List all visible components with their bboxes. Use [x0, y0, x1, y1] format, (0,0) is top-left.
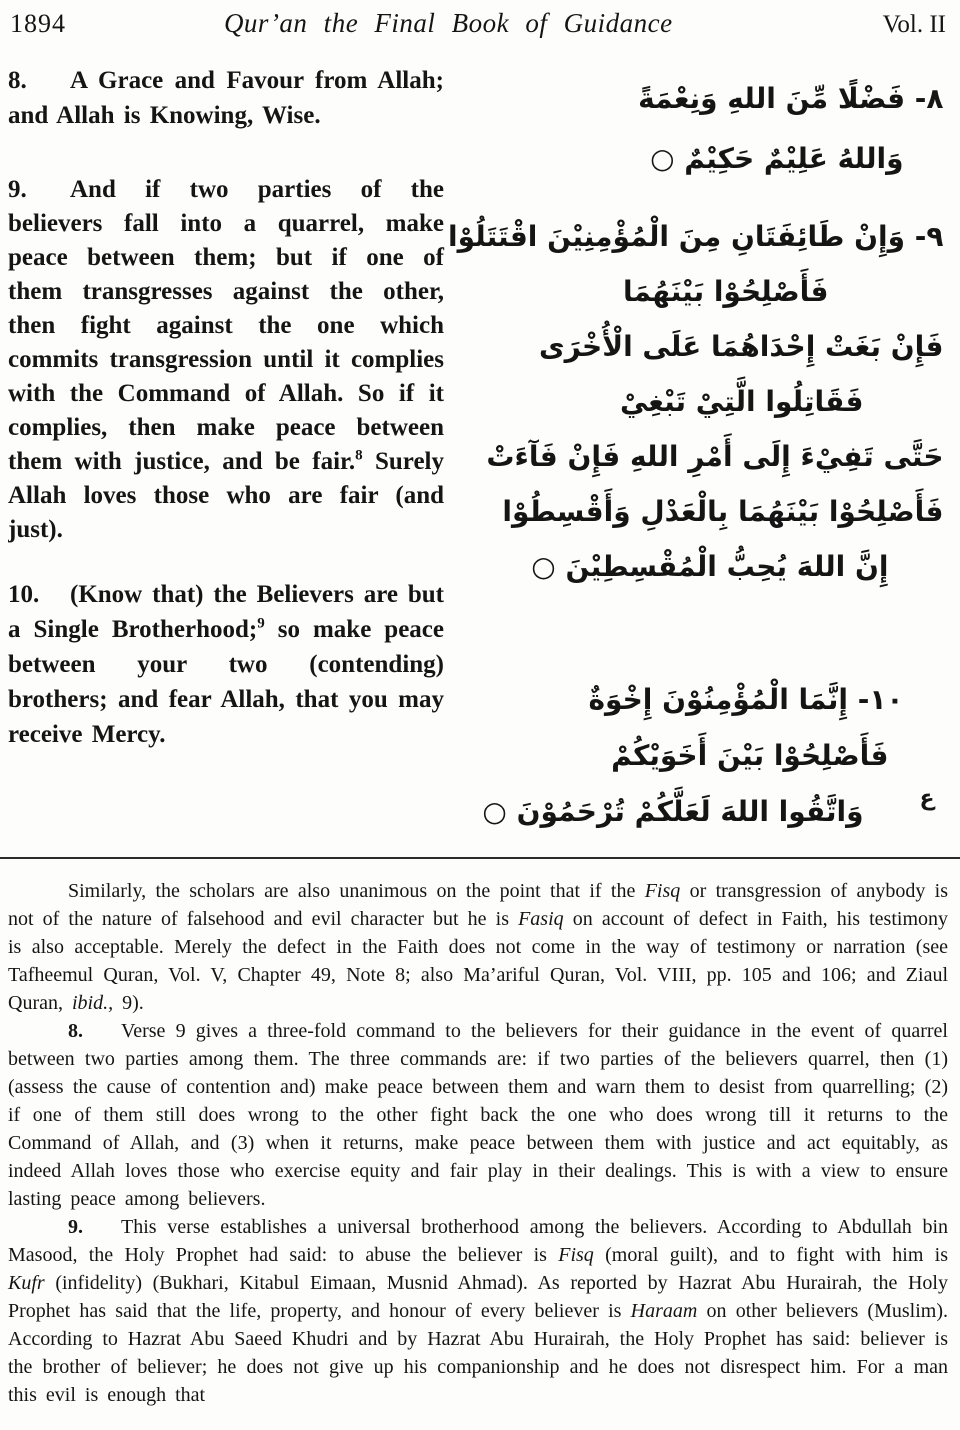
text-run: This verse establishes a universal brotherhood among the believers. According to Abdullah bin Masood, the Holy Prophet had said: to abuse the believer is	[8, 1216, 948, 1266]
arabic-line: ٩- وَإِنْ طَائِفَتَانِ مِنَ الْمُؤْمِنِيْنَ اقْتَتَلُوْا	[448, 220, 944, 253]
verse-8-translation	[8, 63, 444, 133]
arabic-line: فَقَاتِلُوا الَّتِيْ تَبْغِيْ	[619, 385, 864, 418]
page-header	[8, 6, 950, 39]
commentary-section	[8, 859, 950, 1409]
text-run: Fisq	[644, 880, 681, 902]
verse-text	[8, 581, 444, 748]
text-run: so make peace between your two (contending) brothers; and fear Allah, that you may receive Mercy.	[8, 616, 444, 748]
verse-10-arabic	[448, 672, 944, 840]
text-run: 9).	[113, 992, 144, 1014]
text-run: A Grace and Favour from Allah; and Allah is Knowing, Wise.	[8, 67, 444, 129]
arabic-line: فَإِنْ بَغَتْ إِحْدَاهُمَا عَلَى الْأُخْرَى	[538, 330, 944, 363]
text-run: on other believers (Muslim). According to Hazrat Abu Saeed Khudri and by Hazrat Abu Hurairah, the Holy Prophet has said: believer is the brother of believer; he does not give up his companionship and he does not disrespect him. For a man this evil is enough that	[8, 1300, 948, 1406]
note-text	[8, 1216, 948, 1406]
commentary-note-9	[8, 1213, 948, 1409]
page-number: 1894	[10, 9, 66, 38]
arabic-line: وَاتَّقُوا اللهَ لَعَلَّكُمْ تُرْحَمُوْنَ ○	[482, 795, 864, 828]
arabic-line: حَتَّى تَفِيْءَ إِلَى أَمْرِ اللهِ فَإِنْ فَآءَتْ	[486, 440, 944, 473]
verse-text	[8, 67, 444, 129]
verse-text	[8, 176, 444, 543]
book-title: Qur’an the Final Book of Guidance	[223, 8, 673, 38]
arabic-line: فَأَصْلِحُوْا بَيْنَهُمَا بِالْعَدْلِ وَأَقْسِطُوْا	[502, 495, 944, 528]
verse-9-translation	[8, 173, 444, 547]
translation-column	[8, 63, 444, 857]
verse-number: 9.	[8, 176, 27, 203]
volume-label: Vol. II	[882, 11, 946, 38]
arabic-line: فَأَصْلِحُوْا بَيْنَهُمَا	[622, 275, 829, 308]
text-run: on account of defect in Faith, his testimony is also acceptable. Merely the defect in the Faith does not come in the way of testimony or narration (see Tafheemul Quran, Vol. V, Chapter 49, Note 8; also Ma’ariful Quran, Vol. VIII, pp. 105 and 106; and Ziaul Quran,	[8, 908, 949, 1014]
text-run: And if two parties of the believers fall into a quarrel, make peace between them; but if one of them transgresses against the other, then fight against the one which commits transgression until it complies with the Command of Allah. So if it complies, then make peace between them with justice, and be fair.	[8, 176, 444, 475]
arabic-column	[444, 63, 950, 857]
text-run: Fasiq	[518, 908, 564, 930]
scripture-block	[8, 63, 950, 857]
note-text	[8, 880, 948, 1014]
footnote-reference: 8	[355, 447, 363, 464]
note-number: 8.	[68, 1020, 83, 1042]
verse-10-translation	[8, 577, 444, 752]
text-run: Kufr	[8, 1272, 45, 1294]
note-text	[8, 1020, 948, 1210]
text-run: Verse 9 gives a three-fold command to the believers for their guidance in the event of quarrel between two parties among them. The three commands are: if two parties of the believers quarrel, then (1) (assess the cause of contention and) make peace between them and warn them to desist from quarrelling; (2) if one of them still does wrong to the other fight back the one who does wrong till it returns to the Command of Allah, and (3) when it returns, make peace between them with justice and act equitably, as indeed Allah loves those who exercise equity and fair play in their dealings. This is with a view to ensure lasting peace among believers.	[8, 1020, 948, 1210]
verse-number: 8.	[8, 67, 27, 94]
verse-9-arabic	[448, 209, 944, 594]
text-run: Fisq	[558, 1244, 594, 1266]
text-run: (infidelity) (Bukhari, Kitabul Eimaan, Musnid Ahmad). As reported by Hazrat Abu Hurairah, the Holy Prophet has said that the life, property, and honour of every believer is	[8, 1272, 948, 1322]
commentary-note-8	[8, 1017, 948, 1213]
text-run: or transgression of anybody is not of the nature of falsehood and evil character but he is	[8, 880, 948, 930]
text-run: Similarly, the scholars are also unanimous on the point that if the	[68, 880, 645, 902]
verse-number: 10.	[8, 581, 40, 608]
arabic-line: وَاللهُ عَلِيْمٌ حَكِيْمٌ ○	[650, 142, 904, 175]
arabic-line: ١٠- إِنَّمَا الْمُؤْمِنُوْنَ إِخْوَةٌ	[588, 683, 904, 716]
arabic-line: إِنَّ اللهَ يُحِبُّ الْمُقْسِطِيْنَ ○	[531, 550, 889, 583]
note-number: 9.	[68, 1216, 83, 1238]
commentary-paragraph	[8, 877, 948, 1017]
text-run: (moral guilt), and to fight with him is	[593, 1244, 949, 1266]
text-run: Haraam	[630, 1300, 698, 1322]
arabic-line: فَأَصْلِحُوْا بَيْنَ أَخَوَيْكُمْ	[611, 739, 889, 772]
footnote-reference: 9	[257, 615, 265, 632]
text-run: ibid.,	[71, 992, 114, 1014]
text-run: (Know that) the Believers are but a Single Brotherhood;	[8, 581, 444, 643]
ruku-marker: ع	[919, 786, 935, 811]
text-run: Surely Allah loves those who are fair (and just).	[8, 448, 444, 543]
verse-8-arabic	[448, 69, 944, 189]
arabic-line: ٨- فَضْلًا مِّنَ اللهِ وَنِعْمَةً	[638, 82, 944, 115]
